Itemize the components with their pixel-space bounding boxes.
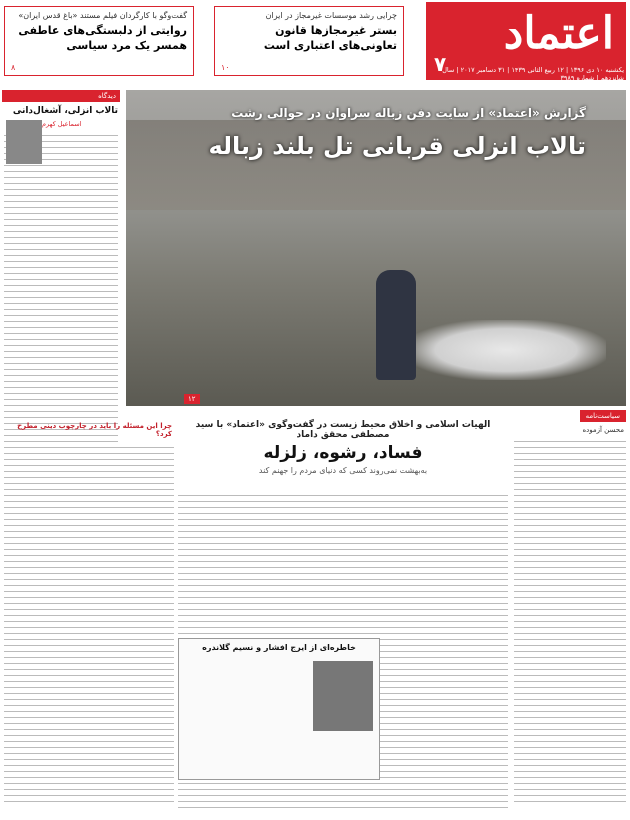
lead-article-header [178,420,508,475]
newspaper-logo[interactable] [426,2,626,80]
left-column [4,418,174,813]
interview-question: چرا این مسئله را باید در چارچوب دینی مطرح کرد؟ [17,422,172,438]
dateline: یکشنبه ۱۰ دی ۱۳۹۶ | ۱۲ ربیع الثانی ۱۴۳۹ | ۳۱ دسامبر ۲۰۱۷ | سال شانزدهم | شماره ۳۹۸۹ [442,66,624,82]
lead-title[interactable]: فساد، رشوه، زلزله [263,443,423,463]
teaser-middle-page: ۱۰ [221,63,230,72]
teaser-right-kicker: گفت‌وگو با کارگردان فیلم مستند «باغ قدس ایران» [18,11,187,20]
right-column-body [514,436,626,806]
logo-text: اعتماد [503,8,614,59]
photo-kicker: گزارش «اعتماد» از سایت دفن زباله سراوان در حوالی رشت [231,106,586,120]
right-column-author: محسن آزموده [582,426,624,434]
right-column [514,424,626,806]
teaser-middle-headline: بستر غیرمجازها قانون تعاونی‌های اعتباری است [263,24,397,52]
worker-figure [376,270,416,380]
inset-box[interactable] [178,638,380,780]
page-number: ۷ [434,52,447,76]
inset-title: خاطره‌ای از ایرج افشار و نسیم گلاندره [202,643,356,652]
sidebar-label: دیدگاه [2,90,120,102]
section-label: سیاست‌نامه [580,410,626,422]
photo-page-ref: ۱۲ [184,394,200,404]
teaser-middle[interactable] [214,6,404,76]
left-column-body [4,442,174,802]
author-photo [6,120,42,164]
lead-kicker: الهیات اسلامی و اخلاق محیط زیست در گفت‌وگوی «اعتماد» با سید مصطفی محقق داماد [195,420,491,440]
sidebar-title[interactable]: تالاب انزلی، آشغال‌دانی [12,106,118,116]
teaser-middle-kicker: چرایی رشد موسسات غیرمجاز در ایران [265,11,397,20]
teaser-right[interactable] [4,6,194,76]
lead-photo[interactable] [126,90,626,406]
smoke-cloud [406,320,606,380]
portrait-photo [313,661,373,731]
photo-title[interactable]: تالاب انزلی قربانی تل بلند زباله [208,132,586,160]
bottom-section [4,410,626,815]
author-name: اسماعیل کهرم [42,120,82,128]
masthead [0,0,630,82]
teaser-right-page: ۸ [11,63,16,72]
lead-subtitle: به‌بهشت نمی‌روند کسی که دنیای مردم را جهنم کند [258,466,428,475]
teaser-right-headline: روایتی از دلبستگی‌های عاطفی همسر یک مرد سیاسی [18,24,187,52]
